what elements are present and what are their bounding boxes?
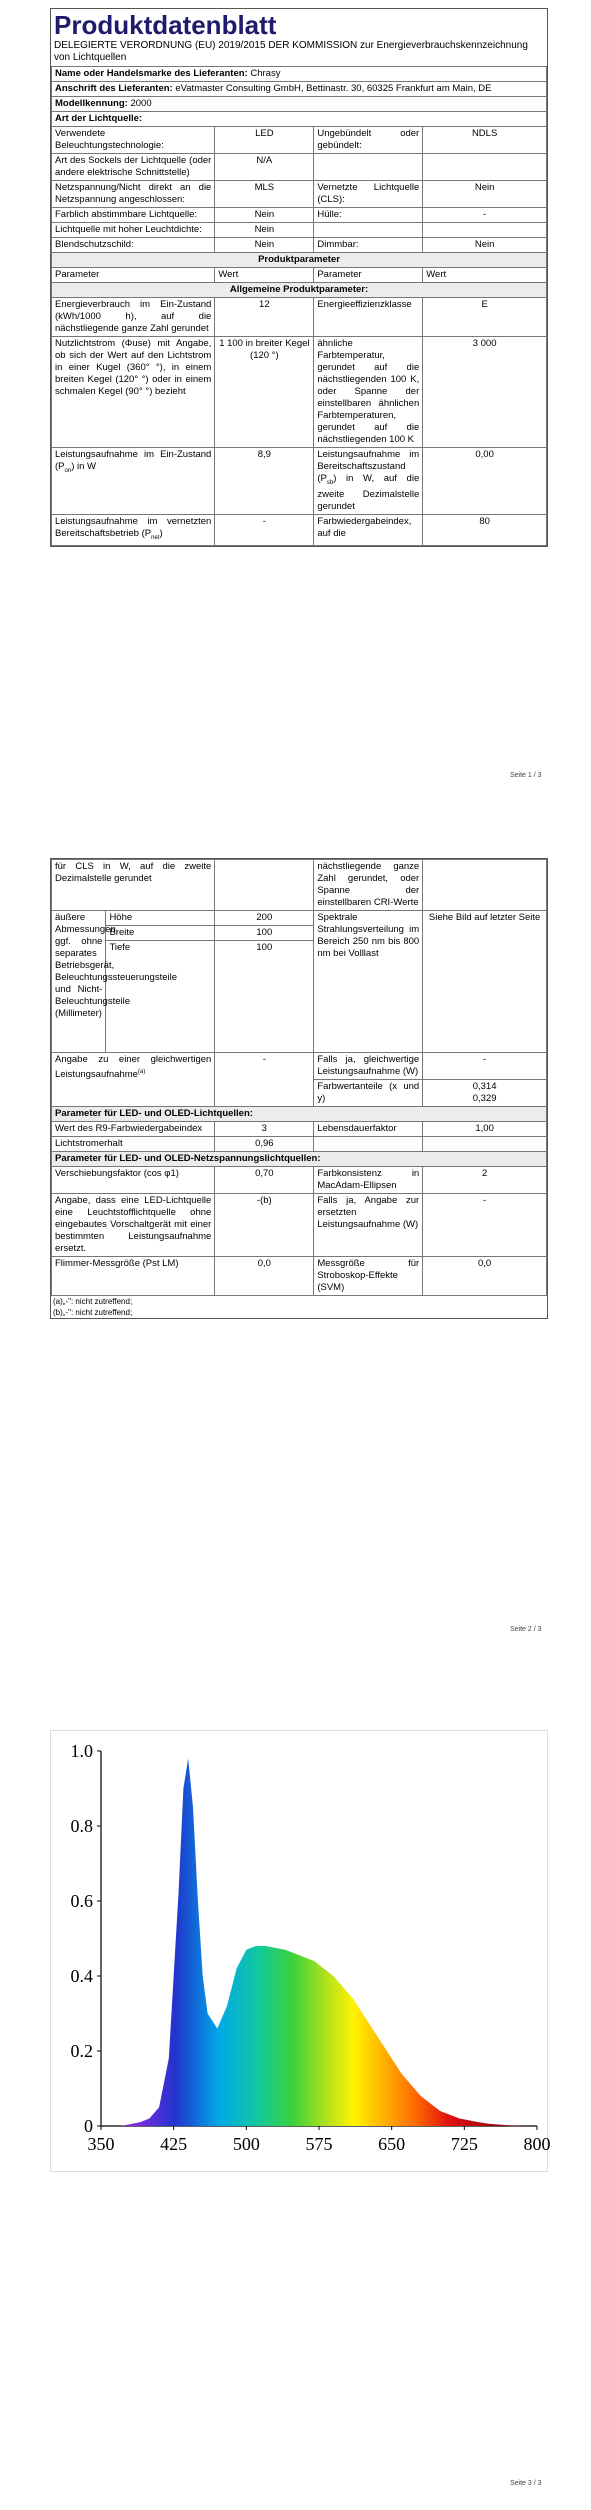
y-tick-label: 0.6 xyxy=(70,1891,93,1911)
brand-row xyxy=(52,67,547,82)
table-row: Nutzlichtstrom (Φuse) mit Angabe, ob sich der Wert auf den Lichtstrom in einer Kugel (360° °), in einem breiten Kegel (120° °) oder in einem schmalen Kegel (90° °) bezieht 1 100 in breiter Kegel (120 °) ähnliche Farbtemperatur, gerundet auf die nächstliegenden 100 K, oder Spanne der einstellbaren ähnlichen Farbtemperaturen, gerundet auf die nächstliegenden 100 K 3 000 xyxy=(52,337,547,448)
supplier-table xyxy=(51,66,547,546)
table-row: Leistungsaufnahme im vernetzten Bereitschaftsbetrieb $(P_{net})$ - Farbwiedergabeindex, auf die 80 xyxy=(52,514,547,545)
page-3 xyxy=(0,1650,591,2510)
spectral-distribution-svg xyxy=(51,1731,551,2171)
page-number: Seite 2 / 3 xyxy=(510,1626,542,1633)
model-label: Modellkennung: xyxy=(55,98,128,109)
table-row: Lichtstromerhalt 0,96 xyxy=(52,1137,547,1152)
model-row xyxy=(52,97,547,112)
table-row: Farblich abstimmbare Lichtquelle: Nein Hülle: - xyxy=(52,208,547,223)
table-row: Flimmer-Messgröße (Pst LM) 0,0 Messgröße für Stroboskop-Effekte (SVM) 0,0 xyxy=(52,1257,547,1296)
footnote-b: (b)„-": nicht zutreffend; xyxy=(53,1308,133,1317)
product-params-header: Produktparameter xyxy=(52,253,547,268)
table-row: Art des Sockels der Lichtquelle (oder andere elektrische Schnittstelle) N/A xyxy=(52,154,547,181)
general-params-header: Allgemeine Produktparameter: xyxy=(52,283,547,298)
table-row: für CLS in W, auf die zweite Dezimalstelle gerundet nächstliegende ganze Zahl gerundet, oder Spanne der einstellbaren CRI-Werte xyxy=(52,860,547,911)
table-row: Verschiebungsfaktor (cos φ1) 0,70 Farbkonsistenz in MacAdam-Ellipsen 2 xyxy=(52,1167,547,1194)
y-tick-label: 0.8 xyxy=(70,1816,93,1836)
spectrum-area xyxy=(101,1759,537,2127)
table-row: Angabe, dass eine LED-Lichtquelle eine Leuchtstofflichtquelle ohne eingebautes Vorschaltgerät mit einer bestimmten Leistungsaufnahme ersetzt. -(b) Falls ja, Angabe zur ersetzten Leistungsaufnahme (W) - xyxy=(52,1194,547,1257)
table-row: Blendschutzschild: Nein Dimmbar: Nein xyxy=(52,238,547,253)
datasheet-page-2 xyxy=(50,858,548,1319)
y-tick-label: 1.0 xyxy=(70,1741,93,1761)
document-title: Produktdatenblatt xyxy=(54,10,277,40)
spectral-chart xyxy=(50,1730,551,2172)
x-tick-label: 800 xyxy=(523,2134,551,2154)
page-1 xyxy=(0,0,591,800)
x-tick-label: 575 xyxy=(305,2134,333,2154)
table-row: Energieverbrauch im Ein-Zustand (kWh/1000 h), auf die nächstliegende ganze Zahl gerundet 12 Energieeffizienzklasse E xyxy=(52,298,547,337)
table-row: Leistungsaufnahme im Ein-Zustand $(P_{on})$ in W 8,9 Leistungsaufnahme im Bereitschaftszustand $(P_{sb})$ in W, auf die zweite Dezimalstelle gerundet 0,00 xyxy=(52,448,547,515)
chart-marks xyxy=(101,1759,537,2127)
x-tick-label: 500 xyxy=(232,2134,260,2154)
table-row: Lichtquelle mit hoher Leuchtdichte: Nein xyxy=(52,223,547,238)
brand-label: Name oder Handelsmarke des Lieferanten: xyxy=(55,68,248,79)
address-value: eVatmaster Consulting GmbH, Bettinastr. 30, 60325 Frankfurt am Main, DE xyxy=(175,83,492,94)
page-2 xyxy=(0,800,591,1650)
x-tick-label: 350 xyxy=(87,2134,115,2154)
x-tick-label: 650 xyxy=(378,2134,406,2154)
x-tick-label: 425 xyxy=(160,2134,188,2154)
datasheet-page-1 xyxy=(50,8,548,547)
address-row xyxy=(52,82,547,97)
table-row: Tiefe 100 xyxy=(52,941,547,1053)
led-params-header: Parameter für LED- und OLED-Lichtquellen: xyxy=(52,1107,547,1122)
x-tick-label: 725 xyxy=(450,2134,478,2154)
table-row: Breite 100 xyxy=(52,926,547,941)
table-row: Verwendete Beleuchtungstechnologie: LED Ungebündelt oder gebündelt: NDLS xyxy=(52,127,547,154)
mains-params-header: Parameter für LED- und OLED-Netzspannungslichtquellen: xyxy=(52,1152,547,1167)
table-row: Angabe zu einer gleichwertigen Leistungsaufnahme$^{(a)}$ - Falls ja, gleichwertige Leistungsaufnahme (W) - xyxy=(52,1053,547,1080)
light-type-header: Art der Lichtquelle: xyxy=(52,112,547,127)
table-row: äußere Abmessungen, ggf. ohne separates Betriebsgerät, Beleuchtungssteuerungsteile und Nicht-Beleuchtungsteile (Millimeter) Höhe 200 Spektrale Strahlungsverteilung im Bereich 250 nm bis 800 nm bei Volllast Siehe Bild auf letzter Seite xyxy=(52,911,547,926)
regulation-subtitle: DELEGIERTE VERORDNUNG (EU) 2019/2015 DER KOMMISSION zur Energieverbrauchskennzeichnung von Lichtquellen xyxy=(54,40,528,63)
table-row: Netzspannung/Nicht direkt an die Netzspannung angeschlossen: MLS Vernetzte Lichtquelle (CLS): Nein xyxy=(52,181,547,208)
y-tick-label: 0 xyxy=(84,2116,93,2136)
y-tick-label: 0.4 xyxy=(70,1966,93,1986)
model-value: 2000 xyxy=(130,98,152,109)
address-label: Anschrift des Lieferanten: xyxy=(55,83,173,94)
params-table-continued xyxy=(51,859,547,1296)
brand-value: Chrasy xyxy=(250,68,281,79)
column-header-row: Parameter Wert Parameter Wert xyxy=(52,268,547,283)
page-number: Seite 3 / 3 xyxy=(510,2480,542,2487)
dimensions-label: äußere Abmessungen, ggf. ohne separates Betriebsgerät, Beleuchtungssteuerungsteile und Nicht-Beleuchtungsteile (Millimeter) xyxy=(52,911,106,1053)
page-number: Seite 1 / 3 xyxy=(510,772,542,779)
table-row: Farbwertanteile (x und y) 0,314 0,329 xyxy=(52,1080,547,1107)
table-row: Wert des R9-Farbwiedergabeindex 3 Lebensdauerfaktor 1,00 xyxy=(52,1122,547,1137)
y-tick-label: 0.2 xyxy=(70,2041,93,2061)
footnote-a: (a)„-": nicht zutreffend; xyxy=(53,1297,133,1306)
